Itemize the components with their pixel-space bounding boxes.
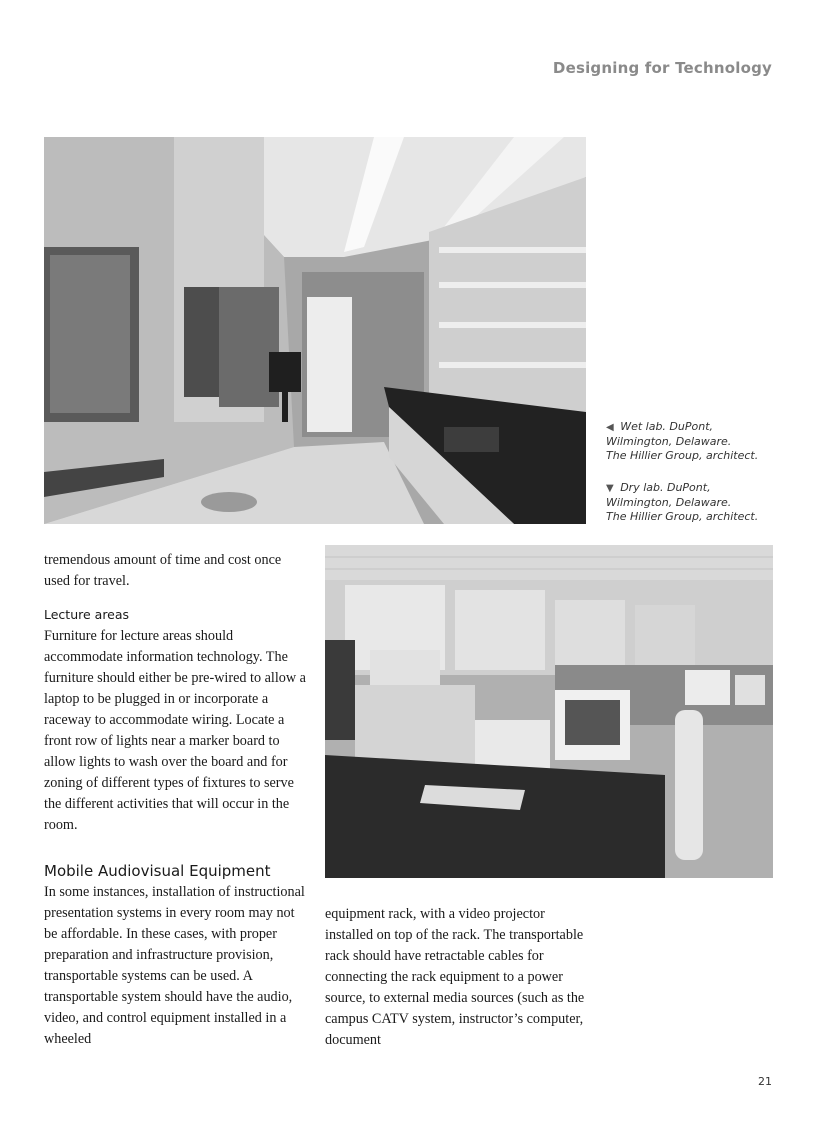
caption-line: The Hillier Group, architect.	[606, 510, 759, 523]
photo-captions	[606, 420, 796, 542]
triangle-down-icon: ▼	[606, 483, 614, 494]
body-column-left-top	[44, 550, 306, 836]
caption-line: The Hillier Group, architect.	[606, 449, 759, 462]
body-column-left-bottom	[44, 862, 306, 1050]
running-head: Designing for Technology	[552, 59, 772, 77]
caption-line: Wet lab. DuPont,	[620, 420, 714, 433]
mobile-av-paragraph-left: In some instances, installation of instructional presentation systems in every room may not be affordable. In these cases, with proper preparation and infrastructure provision, transportable systems can be used. A transportable system should have the audio, video, and control equipment installed in a wheeled	[44, 884, 305, 1047]
mobile-av-heading: Mobile Audiovisual Equipment	[44, 862, 271, 880]
wet-lab-image	[44, 137, 586, 524]
caption-dry-lab	[606, 481, 796, 524]
body-column-right-bottom	[325, 904, 591, 1051]
wet-lab-photo	[44, 137, 586, 524]
caption-line: Dry lab. DuPont,	[620, 481, 711, 494]
dry-lab-image	[325, 545, 773, 878]
page-number: 21	[758, 1075, 772, 1088]
caption-wet-lab	[606, 420, 796, 463]
continued-paragraph: tremendous amount of time and cost once used for travel.	[44, 552, 282, 589]
mobile-av-paragraph-right: equipment rack, with a video projector installed on top of the rack. The transportable rack should have retractable cables for connecting the rack equipment to a power source, to external media sources (such as the campus CATV system, instructor’s computer, document	[325, 906, 585, 1048]
dry-lab-photo	[325, 545, 773, 878]
lecture-areas-heading: Lecture areas	[44, 607, 130, 622]
caption-line: Wilmington, Delaware.	[606, 496, 732, 509]
triangle-left-icon: ◀	[606, 422, 614, 433]
caption-line: Wilmington, Delaware.	[606, 435, 732, 448]
lecture-areas-paragraph: Furniture for lecture areas should accommodate information technology. The furniture should either be pre-wired to allow a laptop to be plugged in or incorporate a raceway to accommodate wiring. Locate a front row of lights near a marker board to allow lights to wash over the board and for zoning of different types of fixtures to serve the different activities that will occur in the room.	[44, 628, 306, 833]
